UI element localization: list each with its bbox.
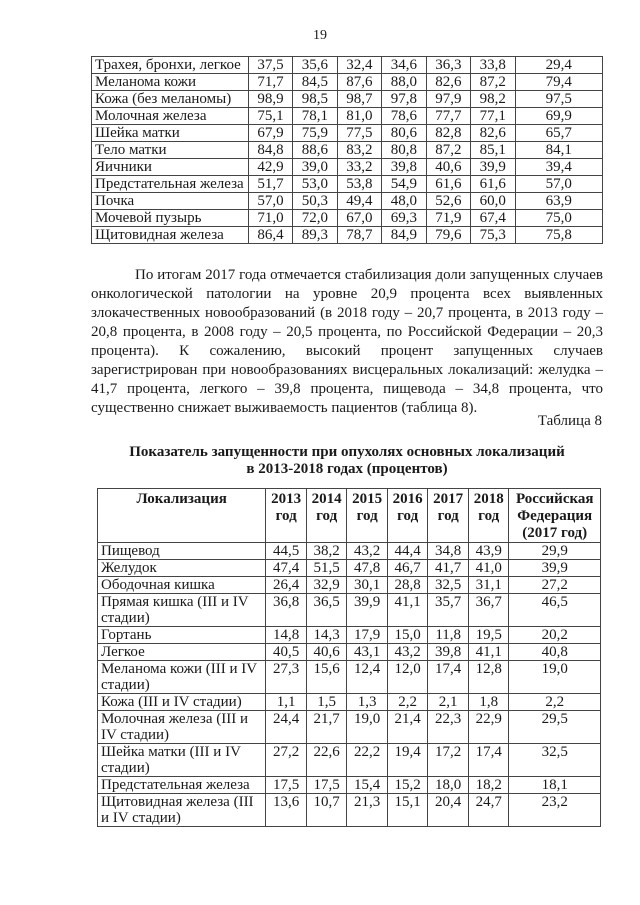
row-label: Меланома кожи (92, 74, 249, 91)
cell-value: 67,0 (337, 210, 381, 227)
cell-value: 11,8 (428, 627, 469, 644)
cell-value: 37,5 (248, 57, 292, 74)
cell-value: 44,4 (387, 543, 428, 560)
table-row (98, 711, 601, 744)
cell-value: 44,5 (266, 543, 307, 560)
row-label: Предстательная железа (92, 176, 249, 193)
cell-value: 57,0 (248, 193, 292, 210)
cell-value: 39,8 (382, 159, 426, 176)
cell-value: 21,7 (306, 711, 347, 744)
table-row (92, 91, 603, 108)
cell-value: 80,6 (382, 125, 426, 142)
cell-value: 24,7 (468, 794, 509, 827)
cell-value: 22,3 (428, 711, 469, 744)
table-row (98, 627, 601, 644)
survival-table-continued (91, 56, 603, 244)
table-row (92, 108, 603, 125)
table-row (92, 57, 603, 74)
row-label: Пищевод (98, 543, 266, 560)
cell-value: 14,8 (266, 627, 307, 644)
cell-value: 39,4 (515, 159, 602, 176)
page-number: 19 (313, 28, 327, 43)
cell-value: 69,9 (515, 108, 602, 125)
cell-value: 32,9 (306, 577, 347, 594)
cell-value: 19,0 (509, 661, 601, 694)
cell-value: 17,5 (266, 777, 307, 794)
table-row (92, 74, 603, 91)
cell-value: 19,0 (347, 711, 388, 744)
cell-value: 22,9 (468, 711, 509, 744)
cell-value: 63,9 (515, 193, 602, 210)
cell-value: 61,6 (471, 176, 515, 193)
cell-value: 18,0 (428, 777, 469, 794)
table-row (92, 176, 603, 193)
cell-value: 75,8 (515, 227, 602, 244)
cell-value: 84,8 (248, 142, 292, 159)
cell-value: 53,0 (293, 176, 337, 193)
row-label: Желудок (98, 560, 266, 577)
table-title-line-2: в 2013-2018 годах (процентов) (246, 461, 448, 477)
table-row (92, 159, 603, 176)
cell-value: 47,8 (347, 560, 388, 577)
cell-value: 17,2 (428, 744, 469, 777)
cell-value: 29,9 (509, 543, 601, 560)
cell-value: 15,1 (387, 794, 428, 827)
table-header-row (98, 489, 601, 543)
cell-value: 33,8 (471, 57, 515, 74)
row-label: Щитовидная железа (92, 227, 249, 244)
table-row (98, 560, 601, 577)
cell-value: 72,0 (293, 210, 337, 227)
column-header: 2015 год (347, 489, 388, 543)
cell-value: 82,8 (426, 125, 470, 142)
cell-value: 36,8 (266, 594, 307, 627)
cell-value: 77,1 (471, 108, 515, 125)
cell-value: 12,8 (468, 661, 509, 694)
column-header: Локализация (98, 489, 266, 543)
cell-value: 43,2 (347, 543, 388, 560)
table-row (92, 227, 603, 244)
row-label: Яичники (92, 159, 249, 176)
cell-value: 41,0 (468, 560, 509, 577)
cell-value: 32,4 (337, 57, 381, 74)
cell-value: 41,7 (428, 560, 469, 577)
cell-value: 15,0 (387, 627, 428, 644)
cell-value: 87,6 (337, 74, 381, 91)
row-label: Молочная железа (III и IV стадии) (98, 711, 266, 744)
cell-value: 89,3 (293, 227, 337, 244)
neglect-rate-table (97, 488, 601, 827)
cell-value: 39,9 (471, 159, 515, 176)
cell-value: 20,4 (428, 794, 469, 827)
table-title (91, 444, 603, 478)
cell-value: 34,8 (428, 543, 469, 560)
cell-value: 71,7 (248, 74, 292, 91)
table-row (98, 694, 601, 711)
cell-value: 17,4 (468, 744, 509, 777)
cell-value: 88,6 (293, 142, 337, 159)
cell-value: 82,6 (471, 125, 515, 142)
cell-value: 18,2 (468, 777, 509, 794)
table-row (98, 594, 601, 627)
row-label: Молочная железа (92, 108, 249, 125)
column-header: 2014 год (306, 489, 347, 543)
cell-value: 15,4 (347, 777, 388, 794)
cell-value: 77,5 (337, 125, 381, 142)
cell-value: 34,6 (382, 57, 426, 74)
cell-value: 40,5 (266, 644, 307, 661)
cell-value: 60,0 (471, 193, 515, 210)
cell-value: 48,0 (382, 193, 426, 210)
table-row (92, 210, 603, 227)
cell-value: 18,1 (509, 777, 601, 794)
cell-value: 19,4 (387, 744, 428, 777)
cell-value: 77,7 (426, 108, 470, 125)
cell-value: 1,1 (266, 694, 307, 711)
cell-value: 79,4 (515, 74, 602, 91)
cell-value: 83,2 (337, 142, 381, 159)
cell-value: 69,3 (382, 210, 426, 227)
cell-value: 97,9 (426, 91, 470, 108)
row-label: Шейка матки (92, 125, 249, 142)
table-row (98, 794, 601, 827)
cell-value: 35,7 (428, 594, 469, 627)
cell-value: 51,7 (248, 176, 292, 193)
cell-value: 28,8 (387, 577, 428, 594)
cell-value: 84,5 (293, 74, 337, 91)
row-label: Предстательная железа (98, 777, 266, 794)
cell-value: 87,2 (426, 142, 470, 159)
column-header: 2018 год (468, 489, 509, 543)
cell-value: 17,5 (306, 777, 347, 794)
cell-value: 39,0 (293, 159, 337, 176)
table-row (92, 125, 603, 142)
row-label: Гортань (98, 627, 266, 644)
cell-value: 22,6 (306, 744, 347, 777)
table-row (98, 661, 601, 694)
cell-value: 39,9 (347, 594, 388, 627)
cell-value: 97,8 (382, 91, 426, 108)
cell-value: 78,1 (293, 108, 337, 125)
cell-value: 30,1 (347, 577, 388, 594)
cell-value: 85,1 (471, 142, 515, 159)
cell-value: 15,2 (387, 777, 428, 794)
row-label: Меланома кожи (III и IV стадии) (98, 661, 266, 694)
cell-value: 67,9 (248, 125, 292, 142)
cell-value: 29,5 (509, 711, 601, 744)
table-row (98, 577, 601, 594)
cell-value: 21,4 (387, 711, 428, 744)
row-label: Кожа (III и IV стадии) (98, 694, 266, 711)
cell-value: 98,9 (248, 91, 292, 108)
row-label: Трахея, бронхи, легкое (92, 57, 249, 74)
cell-value: 32,5 (428, 577, 469, 594)
row-label: Мочевой пузырь (92, 210, 249, 227)
table-row (92, 142, 603, 159)
cell-value: 67,4 (471, 210, 515, 227)
table-label: Таблица 8 (537, 413, 602, 429)
table-title-line-1: Показатель запущенности при опухолях основных локализаций (129, 444, 565, 460)
cell-value: 2,2 (387, 694, 428, 711)
cell-value: 81,0 (337, 108, 381, 125)
cell-value: 53,8 (337, 176, 381, 193)
cell-value: 75,3 (471, 227, 515, 244)
cell-value: 39,8 (428, 644, 469, 661)
cell-value: 86,4 (248, 227, 292, 244)
cell-value: 84,9 (382, 227, 426, 244)
cell-value: 10,7 (306, 794, 347, 827)
cell-value: 2,2 (509, 694, 601, 711)
cell-value: 65,7 (515, 125, 602, 142)
cell-value: 40,6 (426, 159, 470, 176)
cell-value: 13,6 (266, 794, 307, 827)
cell-value: 43,2 (387, 644, 428, 661)
cell-value: 78,6 (382, 108, 426, 125)
row-label: Шейка матки (III и IV стадии) (98, 744, 266, 777)
cell-value: 71,0 (248, 210, 292, 227)
cell-value: 17,4 (428, 661, 469, 694)
row-label: Легкое (98, 644, 266, 661)
row-label: Щитовидная железа (III и IV стадии) (98, 794, 266, 827)
cell-value: 14,3 (306, 627, 347, 644)
row-label: Кожа (без меланомы) (92, 91, 249, 108)
cell-value: 24,4 (266, 711, 307, 744)
cell-value: 1,5 (306, 694, 347, 711)
cell-value: 1,8 (468, 694, 509, 711)
cell-value: 33,2 (337, 159, 381, 176)
column-header: 2013 год (266, 489, 307, 543)
paragraph-text: По итогам 2017 года отмечается стабилизация доли запущенных случаев онкологической патологии на уровне 20,9 процента всех выявленных злокачественных новообразований (в 2018 году – 20,7 процента, в 2013 году – 20,8 процента, в 2008 году – 20,5 процента, по Российской Федерации – 20,3 процента). К сожалению, высокий процент запущенных случаев зарегистрирован при новообразованиях висцеральных локализаций: желудка – 41,7 процента, легкого – 39,8 процента, пищевода – 34,8 процента, что существенно снижает выживаемость пациентов (таблица 8). (91, 267, 603, 416)
cell-value: 75,9 (293, 125, 337, 142)
cell-value: 36,5 (306, 594, 347, 627)
cell-value: 27,3 (266, 661, 307, 694)
cell-value: 35,6 (293, 57, 337, 74)
cell-value: 36,3 (426, 57, 470, 74)
table-row (98, 543, 601, 560)
cell-value: 98,5 (293, 91, 337, 108)
cell-value: 2,1 (428, 694, 469, 711)
cell-value: 47,4 (266, 560, 307, 577)
row-label: Ободочная кишка (98, 577, 266, 594)
cell-value: 41,1 (387, 594, 428, 627)
cell-value: 43,9 (468, 543, 509, 560)
cell-value: 52,6 (426, 193, 470, 210)
cell-value: 54,9 (382, 176, 426, 193)
cell-value: 51,5 (306, 560, 347, 577)
cell-value: 39,9 (509, 560, 601, 577)
cell-value: 21,3 (347, 794, 388, 827)
cell-value: 40,6 (306, 644, 347, 661)
cell-value: 79,6 (426, 227, 470, 244)
cell-value: 20,2 (509, 627, 601, 644)
cell-value: 26,4 (266, 577, 307, 594)
cell-value: 38,2 (306, 543, 347, 560)
body-paragraph (91, 266, 603, 418)
row-label: Прямая кишка (III и IV стадии) (98, 594, 266, 627)
cell-value: 40,8 (509, 644, 601, 661)
table-row (92, 193, 603, 210)
cell-value: 23,2 (509, 794, 601, 827)
cell-value: 41,1 (468, 644, 509, 661)
cell-value: 29,4 (515, 57, 602, 74)
cell-value: 46,7 (387, 560, 428, 577)
cell-value: 17,9 (347, 627, 388, 644)
table-row (98, 644, 601, 661)
cell-value: 46,5 (509, 594, 601, 627)
row-label: Почка (92, 193, 249, 210)
cell-value: 97,5 (515, 91, 602, 108)
cell-value: 27,2 (266, 744, 307, 777)
cell-value: 36,7 (468, 594, 509, 627)
cell-value: 61,6 (426, 176, 470, 193)
cell-value: 98,2 (471, 91, 515, 108)
cell-value: 32,5 (509, 744, 601, 777)
cell-value: 84,1 (515, 142, 602, 159)
row-label: Тело матки (92, 142, 249, 159)
cell-value: 80,8 (382, 142, 426, 159)
cell-value: 22,2 (347, 744, 388, 777)
cell-value: 15,6 (306, 661, 347, 694)
cell-value: 31,1 (468, 577, 509, 594)
cell-value: 57,0 (515, 176, 602, 193)
cell-value: 27,2 (509, 577, 601, 594)
cell-value: 1,3 (347, 694, 388, 711)
column-header: Российская Федерация (2017 год) (509, 489, 601, 543)
cell-value: 12,4 (347, 661, 388, 694)
cell-value: 19,5 (468, 627, 509, 644)
cell-value: 88,0 (382, 74, 426, 91)
table-row (98, 744, 601, 777)
cell-value: 98,7 (337, 91, 381, 108)
cell-value: 71,9 (426, 210, 470, 227)
column-header: 2017 год (428, 489, 469, 543)
cell-value: 43,1 (347, 644, 388, 661)
cell-value: 50,3 (293, 193, 337, 210)
column-header: 2016 год (387, 489, 428, 543)
table-row (98, 777, 601, 794)
cell-value: 12,0 (387, 661, 428, 694)
cell-value: 82,6 (426, 74, 470, 91)
cell-value: 78,7 (337, 227, 381, 244)
cell-value: 75,0 (515, 210, 602, 227)
cell-value: 42,9 (248, 159, 292, 176)
cell-value: 75,1 (248, 108, 292, 125)
cell-value: 87,2 (471, 74, 515, 91)
cell-value: 49,4 (337, 193, 381, 210)
